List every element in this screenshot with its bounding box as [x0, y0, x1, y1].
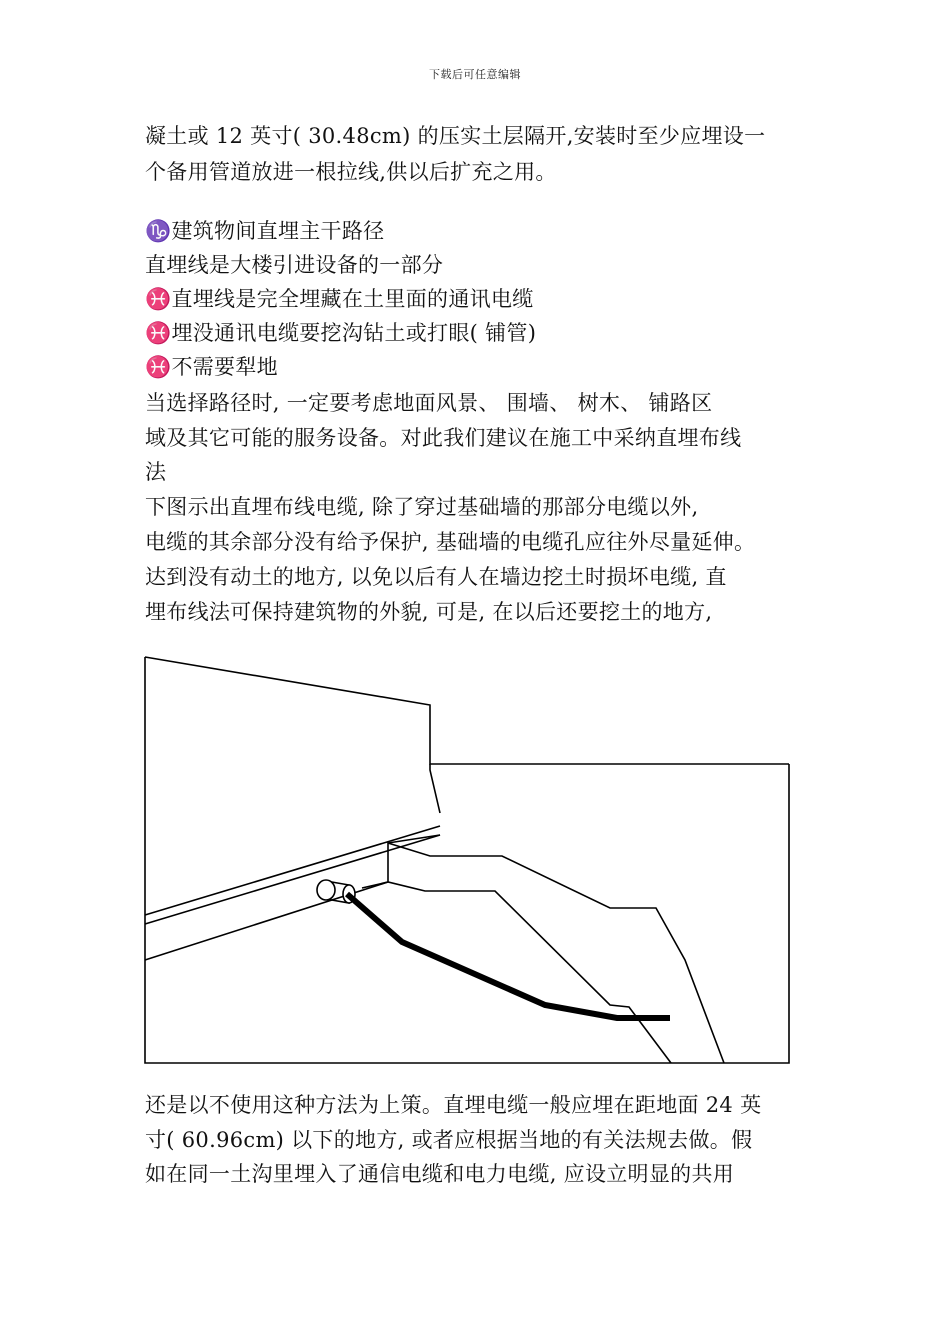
bullet-item: ♓直埋线是完全埋藏在土里面的通讯电缆	[145, 287, 534, 311]
direct-burial-cable-diagram	[140, 650, 800, 1070]
building-base-line	[145, 826, 440, 915]
building-wall-edge	[145, 657, 789, 764]
paragraph-line: 达到没有动土的地方, 以免以后有人在墙边挖土时损坏电缆, 直	[145, 565, 727, 589]
bullet-item: ♓埋没通讯电缆要挖沟钻土或打眼( 铺管)	[145, 321, 537, 345]
paragraph-line: 凝土或 12 英寸( 30.48cm) 的压实土层隔开,安装时至少应埋设一	[145, 124, 766, 148]
frame-line	[145, 657, 789, 1063]
paragraph-line: 法	[145, 460, 167, 484]
paragraph-line: 电缆的其余部分没有给予保护, 基础墙的电缆孔应往外尽量延伸。	[145, 530, 756, 554]
diagram-svg	[140, 650, 800, 1070]
trench-outline	[388, 843, 724, 1063]
page-header: 下载后可任意编辑	[429, 68, 521, 81]
trench-outline	[362, 882, 671, 1063]
building-base-line	[145, 835, 440, 924]
diagram-outline-group	[145, 657, 789, 1063]
paragraph-line: 个备用管道放进一根拉线,供以后扩充之用。	[145, 160, 557, 184]
paragraph-line: 域及其它可能的服务设备。对此我们建议在施工中采纳直埋布线	[145, 426, 742, 450]
paragraph-line: 当选择路径时, 一定要考虑地面风景、 围墙、 树木、 铺路区	[145, 391, 713, 415]
paragraph-line: 寸( 60.96cm) 以下的地方, 或者应根据当地的有关法规去做。假	[145, 1128, 753, 1152]
paragraph-line: 下图示出直埋布线电缆, 除了穿过基础墙的那部分电缆以外,	[145, 495, 699, 519]
paragraph-line: 直埋线是大楼引进设备的一部分	[145, 253, 444, 277]
paragraph-line: 埋布线法可保持建筑物的外貌, 可是, 在以后还要挖土的地方,	[145, 600, 713, 624]
bullet-item: ♓不需要犁地	[145, 355, 278, 379]
paragraph-line: 还是以不使用这种方法为上策。直埋电缆一般应埋在距地面 24 英	[145, 1093, 762, 1117]
building-wall-step	[430, 764, 440, 813]
conduit-end	[317, 880, 335, 900]
section-heading: ♑建筑物间直埋主干路径	[145, 219, 385, 243]
paragraph-line: 如在同一土沟里埋入了通信电缆和电力电缆, 应设立明显的共用	[145, 1162, 735, 1186]
buried-cable	[347, 894, 670, 1018]
